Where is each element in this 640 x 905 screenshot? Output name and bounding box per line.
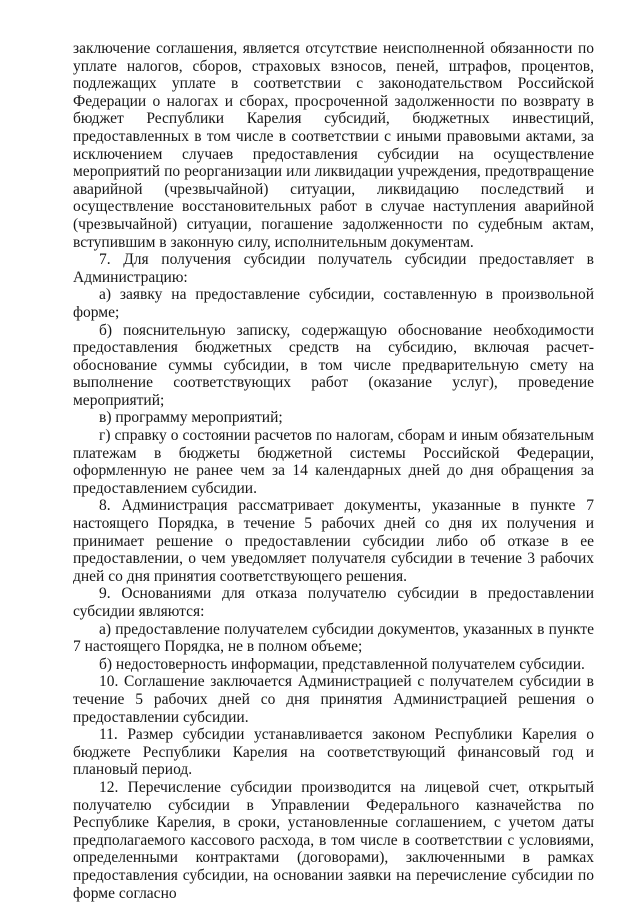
paragraph-item-11: 11. Размер субсидии устанавливается законом Республики Карелия о бюджете Республики Карелия на соответствующий финансовый год и плановый период. xyxy=(73,726,594,779)
paragraph-item-9a: а) предоставление получателем субсидии документов, указанных в пункте 7 настоящего Порядка, не в полном объеме; xyxy=(73,620,594,656)
paragraph-item-7: 7. Для получения субсидии получатель субсидии предоставляет в Администрацию: xyxy=(73,251,594,286)
paragraph-item-12: 12. Перечисление субсидии производится на лицевой счет, открытый получателю субсидии в Управлении Федерального казначейства по Республике Карелия, в сроки, установленные соглашением, с учетом даты предполагаемого кассового расхода, в том числе в соответствии с условиями, определенными контрактами (договорами), заключенными в рамках предоставления субсидии, на основании заявки на перечисление субсидии по форме согласно xyxy=(73,778,594,902)
paragraph-item-10: 10. Соглашение заключается Администрацией с получателем субсидии в течение 5 рабочих дней со дня принятия Администрацией решения о предоставлении субсидии. xyxy=(73,673,594,726)
paragraph-item-7b: б) пояснительную записку, содержащую обоснование необходимости предоставления бюджетных средств на субсидию, включая расчет-обоснование суммы субсидии, в том числе предварительную смету на выполнение соответствующих работ (оказание услуг), проведение мероприятий; xyxy=(73,321,594,409)
paragraph-item-7g: г) справку о состоянии расчетов по налогам, сборам и иным обязательным платежам в бюджеты бюджетной системы Российской Федерации, оформленную не ранее чем за 14 календарных дней до дня обращения за предоставлением субсидии. xyxy=(73,427,594,497)
paragraph-item-8: 8. Администрация рассматривает документы, указанные в пункте 7 настоящего Порядка, в течение 5 рабочих дней со дня их получения и принимает решение о предоставлении субсидии либо об отказе в ее предоставлении, о чем уведомляет получателя субсидии в течение 3 рабочих дней со дня принятия соответствующего решения. xyxy=(73,497,594,585)
paragraph-item-7v: в) программу мероприятий; xyxy=(99,409,283,427)
paragraph-subsidy-conditions-continued: заключение соглашения, является отсутствие неисполненной обязанности по уплате налогов, сборов, страховых взносов, пеней, штрафов, процентов, подлежащих уплате в соответствии с законодательством Российской Федерации о налогах и сборах, просроченной задолженности по возврату в бюджет Республики Карелия субсидий, бюджетных инвестиций, предоставленных в том числе в соответствии с иными правовыми актами, за исключением случаев предоставления субсидии на осуществление мероприятий по реорганизации или ликвидации учреждения, предотвращение аварийной (чрезвычайной) ситуации, ликвидацию последствий и осуществление восстановительных работ в случае наступления аварийной (чрезвычайной) ситуации, погашение задолженности по судебным актам, вступившим в законную силу, исполнительным документам. xyxy=(73,40,594,251)
paragraph-item-9b: б) недостоверность информации, представленной получателем субсидии. xyxy=(99,655,585,673)
document-page xyxy=(73,40,594,902)
paragraph-item-9: 9. Основаниями для отказа получателю субсидии в предоставлении субсидии являются: xyxy=(73,585,594,620)
paragraph-item-7a: а) заявку на предоставление субсидии, составленную в произвольной форме; xyxy=(73,286,594,321)
